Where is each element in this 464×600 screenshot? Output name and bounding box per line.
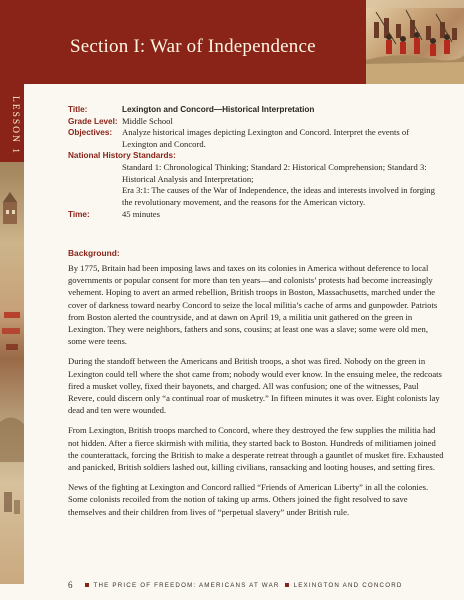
square-bullet-icon — [285, 583, 289, 587]
time-row — [68, 209, 440, 221]
section-banner — [0, 0, 464, 84]
paragraph: News of the fighting at Lexington and Concord rallied “Friends of American Liberty” in all the colonies. Some colonists recoiled from the notion of taking up arms. Others joined the fight resolved to save themselves and their children from lives of “perpetual slavery” under British rule. — [68, 482, 429, 517]
lesson-metadata — [68, 104, 440, 221]
page-number: 6 — [68, 580, 73, 590]
book-title: THE PRICE OF FREEDOM: AMERICANS AT WAR — [93, 581, 280, 589]
background-heading: Background: — [68, 248, 120, 258]
grade-key: Grade Level: — [68, 116, 118, 126]
objectives-key: Objectives: — [68, 128, 113, 138]
title-value: Lexington and Concord—Historical Interpretation — [122, 105, 315, 114]
objectives-row — [68, 127, 440, 150]
side-illustration — [0, 162, 24, 582]
time-value: 45 minutes — [122, 209, 160, 220]
lesson-title: LEXINGTON AND CONCORD — [293, 581, 403, 589]
title-key: Title: — [68, 105, 88, 114]
standard-item: Era 3:1: The causes of the War of Independence, the ideas and interests involved in forging the revolutionary movement, and the reasons for the American victory. — [122, 185, 435, 207]
grade-value: Middle School — [122, 115, 173, 126]
background-text — [68, 262, 444, 526]
paragraph: During the standoff between the Americans and British troops, a shot was fired. Nobody on the green in Lexington could tell where the shot came from; nobody would ever know. In the ensuing melee, the redcoats fired a musket volley, fixed their bayonets, and charged. All was confusion; one of the witnesses, Paul Revere, could discern only “a continual roar of musketry.” In fifteen minutes it was over. Eight colonists lay dead and ten were wounded. — [68, 356, 442, 416]
grade-row — [68, 116, 440, 128]
standards-key: National History Standards: — [68, 151, 176, 161]
title-row — [68, 104, 440, 116]
banner-illustration — [366, 0, 464, 84]
section-title: Section I: War of Independence — [70, 36, 316, 57]
paragraph: From Lexington, British troops marched to Concord, where they destroyed the few supplies the militia had not hidden. After a fierce skirmish with militia, they started back to Boston. Hundreds of militiamen joined the counterattack, forcing the British to make a desperate retreat through a gauntlet of musket fire. Exhausted and panicked, British soldiers lashed out, killing civilians, ransacking and looting houses, and setting fires. — [68, 425, 444, 473]
paragraph: By 1775, Britain had been imposing laws and taxes on its colonies in America without deference to local governments or popular consent for more than ten years—and colonists’ protests had become increasingly vehement. Hoping to avert an armed rebellion, British troops in Boston, Massachusetts, marched under the cover of darkness toward nearby Concord to seize the local militia’s cache of arms and gunpowder. Patriots from Boston alerted the countryside, and at dawn on April 19, a militia unit gathered on the green in Lexington. They were neighbors, fathers and sons, cousins; at least one was a slave; some were old men, some were teens. — [68, 263, 438, 347]
square-bullet-icon — [85, 583, 89, 587]
time-key: Time: — [68, 210, 90, 220]
standard-item: Standard 1: Chronological Thinking; Standard 2: Historical Comprehension; Standard 3: Historical Analysis and Interpretation; — [122, 161, 427, 184]
page-footer — [68, 580, 448, 590]
lesson-label: LESSON 1 — [10, 96, 20, 156]
objectives-value: Analyze historical images depicting Lexington and Concord. Interpret the events of Lexington and Concord. — [122, 127, 410, 149]
